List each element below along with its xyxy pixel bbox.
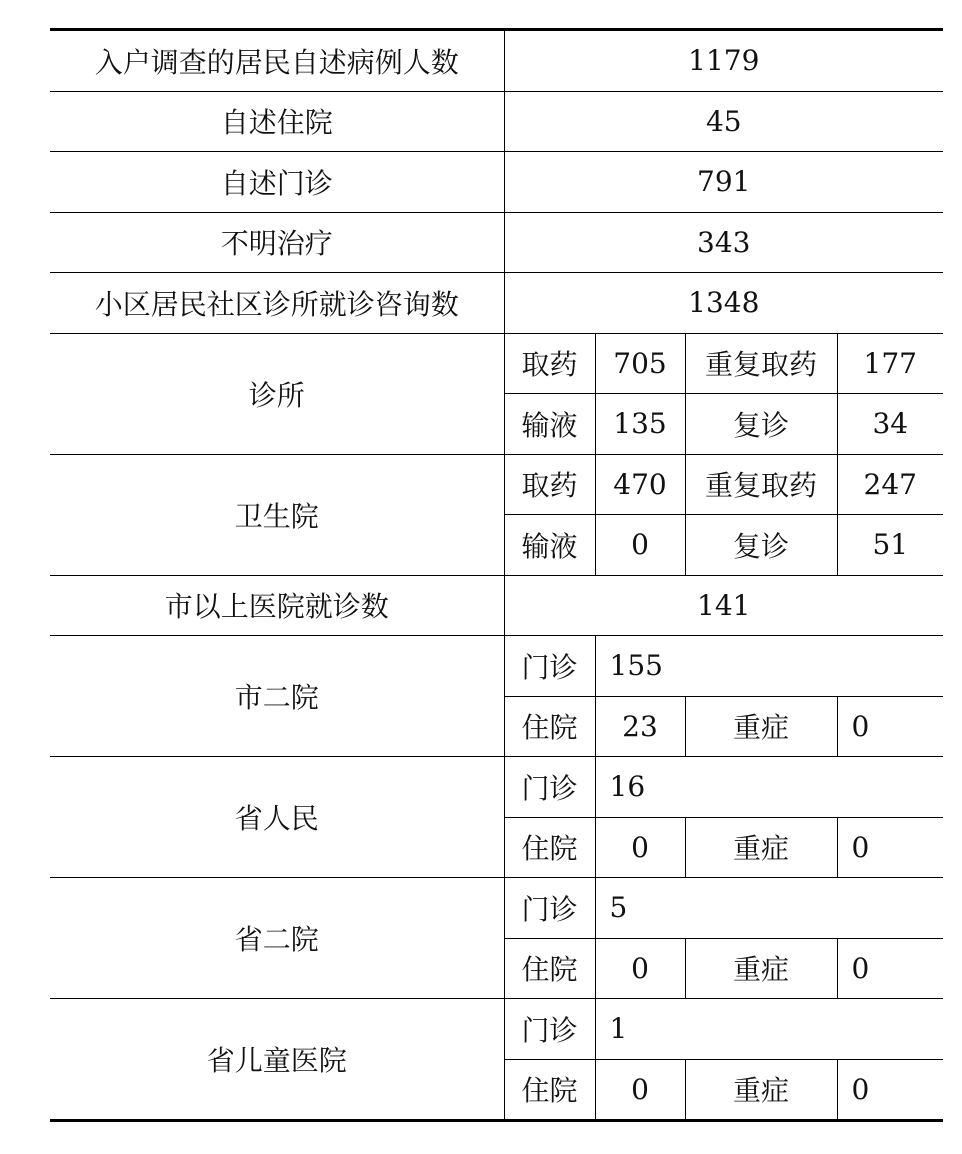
row-label: 市以上医院就诊数 <box>50 575 504 636</box>
table-row <box>50 454 943 515</box>
row-label: 自述门诊 <box>50 152 504 213</box>
table-row <box>50 575 943 636</box>
row-value: 343 <box>504 212 943 273</box>
sub-label: 门诊 <box>504 636 595 697</box>
table-row <box>50 636 943 697</box>
hospital-label: 省人民 <box>50 757 504 878</box>
sub-label: 门诊 <box>504 878 595 939</box>
sub-value: 0 <box>837 817 943 878</box>
sub-value: 23 <box>595 696 685 757</box>
sub-value: 0 <box>837 938 943 999</box>
sub-label: 住院 <box>504 696 595 757</box>
sub-value: 0 <box>595 817 685 878</box>
sub-label: 住院 <box>504 938 595 999</box>
sub-value: 0 <box>595 1059 685 1121</box>
row-value: 791 <box>504 152 943 213</box>
sub-value: 0 <box>837 696 943 757</box>
sub-label: 重症 <box>685 938 837 999</box>
sub-label: 门诊 <box>504 757 595 818</box>
sub-label: 重复取药 <box>685 333 837 394</box>
row-value: 45 <box>504 91 943 152</box>
table-row <box>50 273 943 334</box>
sub-value: 0 <box>595 938 685 999</box>
health-center-label: 卫生院 <box>50 454 504 575</box>
table-row <box>50 999 943 1060</box>
sub-value: 705 <box>595 333 685 394</box>
table-row <box>50 878 943 939</box>
sub-label: 重复取药 <box>685 454 837 515</box>
sub-value: 1 <box>595 999 943 1060</box>
row-value: 1348 <box>504 273 943 334</box>
sub-label: 复诊 <box>685 394 837 455</box>
row-label: 自述住院 <box>50 91 504 152</box>
sub-label: 取药 <box>504 454 595 515</box>
sub-label: 重症 <box>685 1059 837 1121</box>
sub-value: 16 <box>595 757 943 818</box>
sub-label: 复诊 <box>685 515 837 576</box>
sub-value: 51 <box>837 515 943 576</box>
sub-label: 重症 <box>685 696 837 757</box>
hospital-label: 省二院 <box>50 878 504 999</box>
table-row <box>50 757 943 818</box>
sub-value: 247 <box>837 454 943 515</box>
clinic-label: 诊所 <box>50 333 504 454</box>
row-label: 小区居民社区诊所就诊咨询数 <box>50 273 504 334</box>
sub-label: 重症 <box>685 817 837 878</box>
sub-label: 住院 <box>504 1059 595 1121</box>
sub-value: 470 <box>595 454 685 515</box>
table-row <box>50 30 943 92</box>
sub-value: 0 <box>595 515 685 576</box>
sub-value: 5 <box>595 878 943 939</box>
sub-value: 0 <box>837 1059 943 1121</box>
table-row <box>50 91 943 152</box>
hospital-label: 市二院 <box>50 636 504 757</box>
sub-label: 住院 <box>504 817 595 878</box>
sub-label: 取药 <box>504 333 595 394</box>
sub-label: 门诊 <box>504 999 595 1060</box>
row-value: 141 <box>504 575 943 636</box>
sub-value: 135 <box>595 394 685 455</box>
row-label: 入户调查的居民自述病例人数 <box>50 30 504 92</box>
sub-value: 34 <box>837 394 943 455</box>
table-row <box>50 152 943 213</box>
sub-value: 155 <box>595 636 943 697</box>
table-row <box>50 212 943 273</box>
statistics-table <box>50 28 943 1122</box>
row-label: 不明治疗 <box>50 212 504 273</box>
hospital-label: 省儿童医院 <box>50 999 504 1121</box>
row-value: 1179 <box>688 44 760 78</box>
sub-label: 输液 <box>504 515 595 576</box>
table-row <box>50 333 943 394</box>
sub-value: 177 <box>837 333 943 394</box>
sub-label: 输液 <box>504 394 595 455</box>
